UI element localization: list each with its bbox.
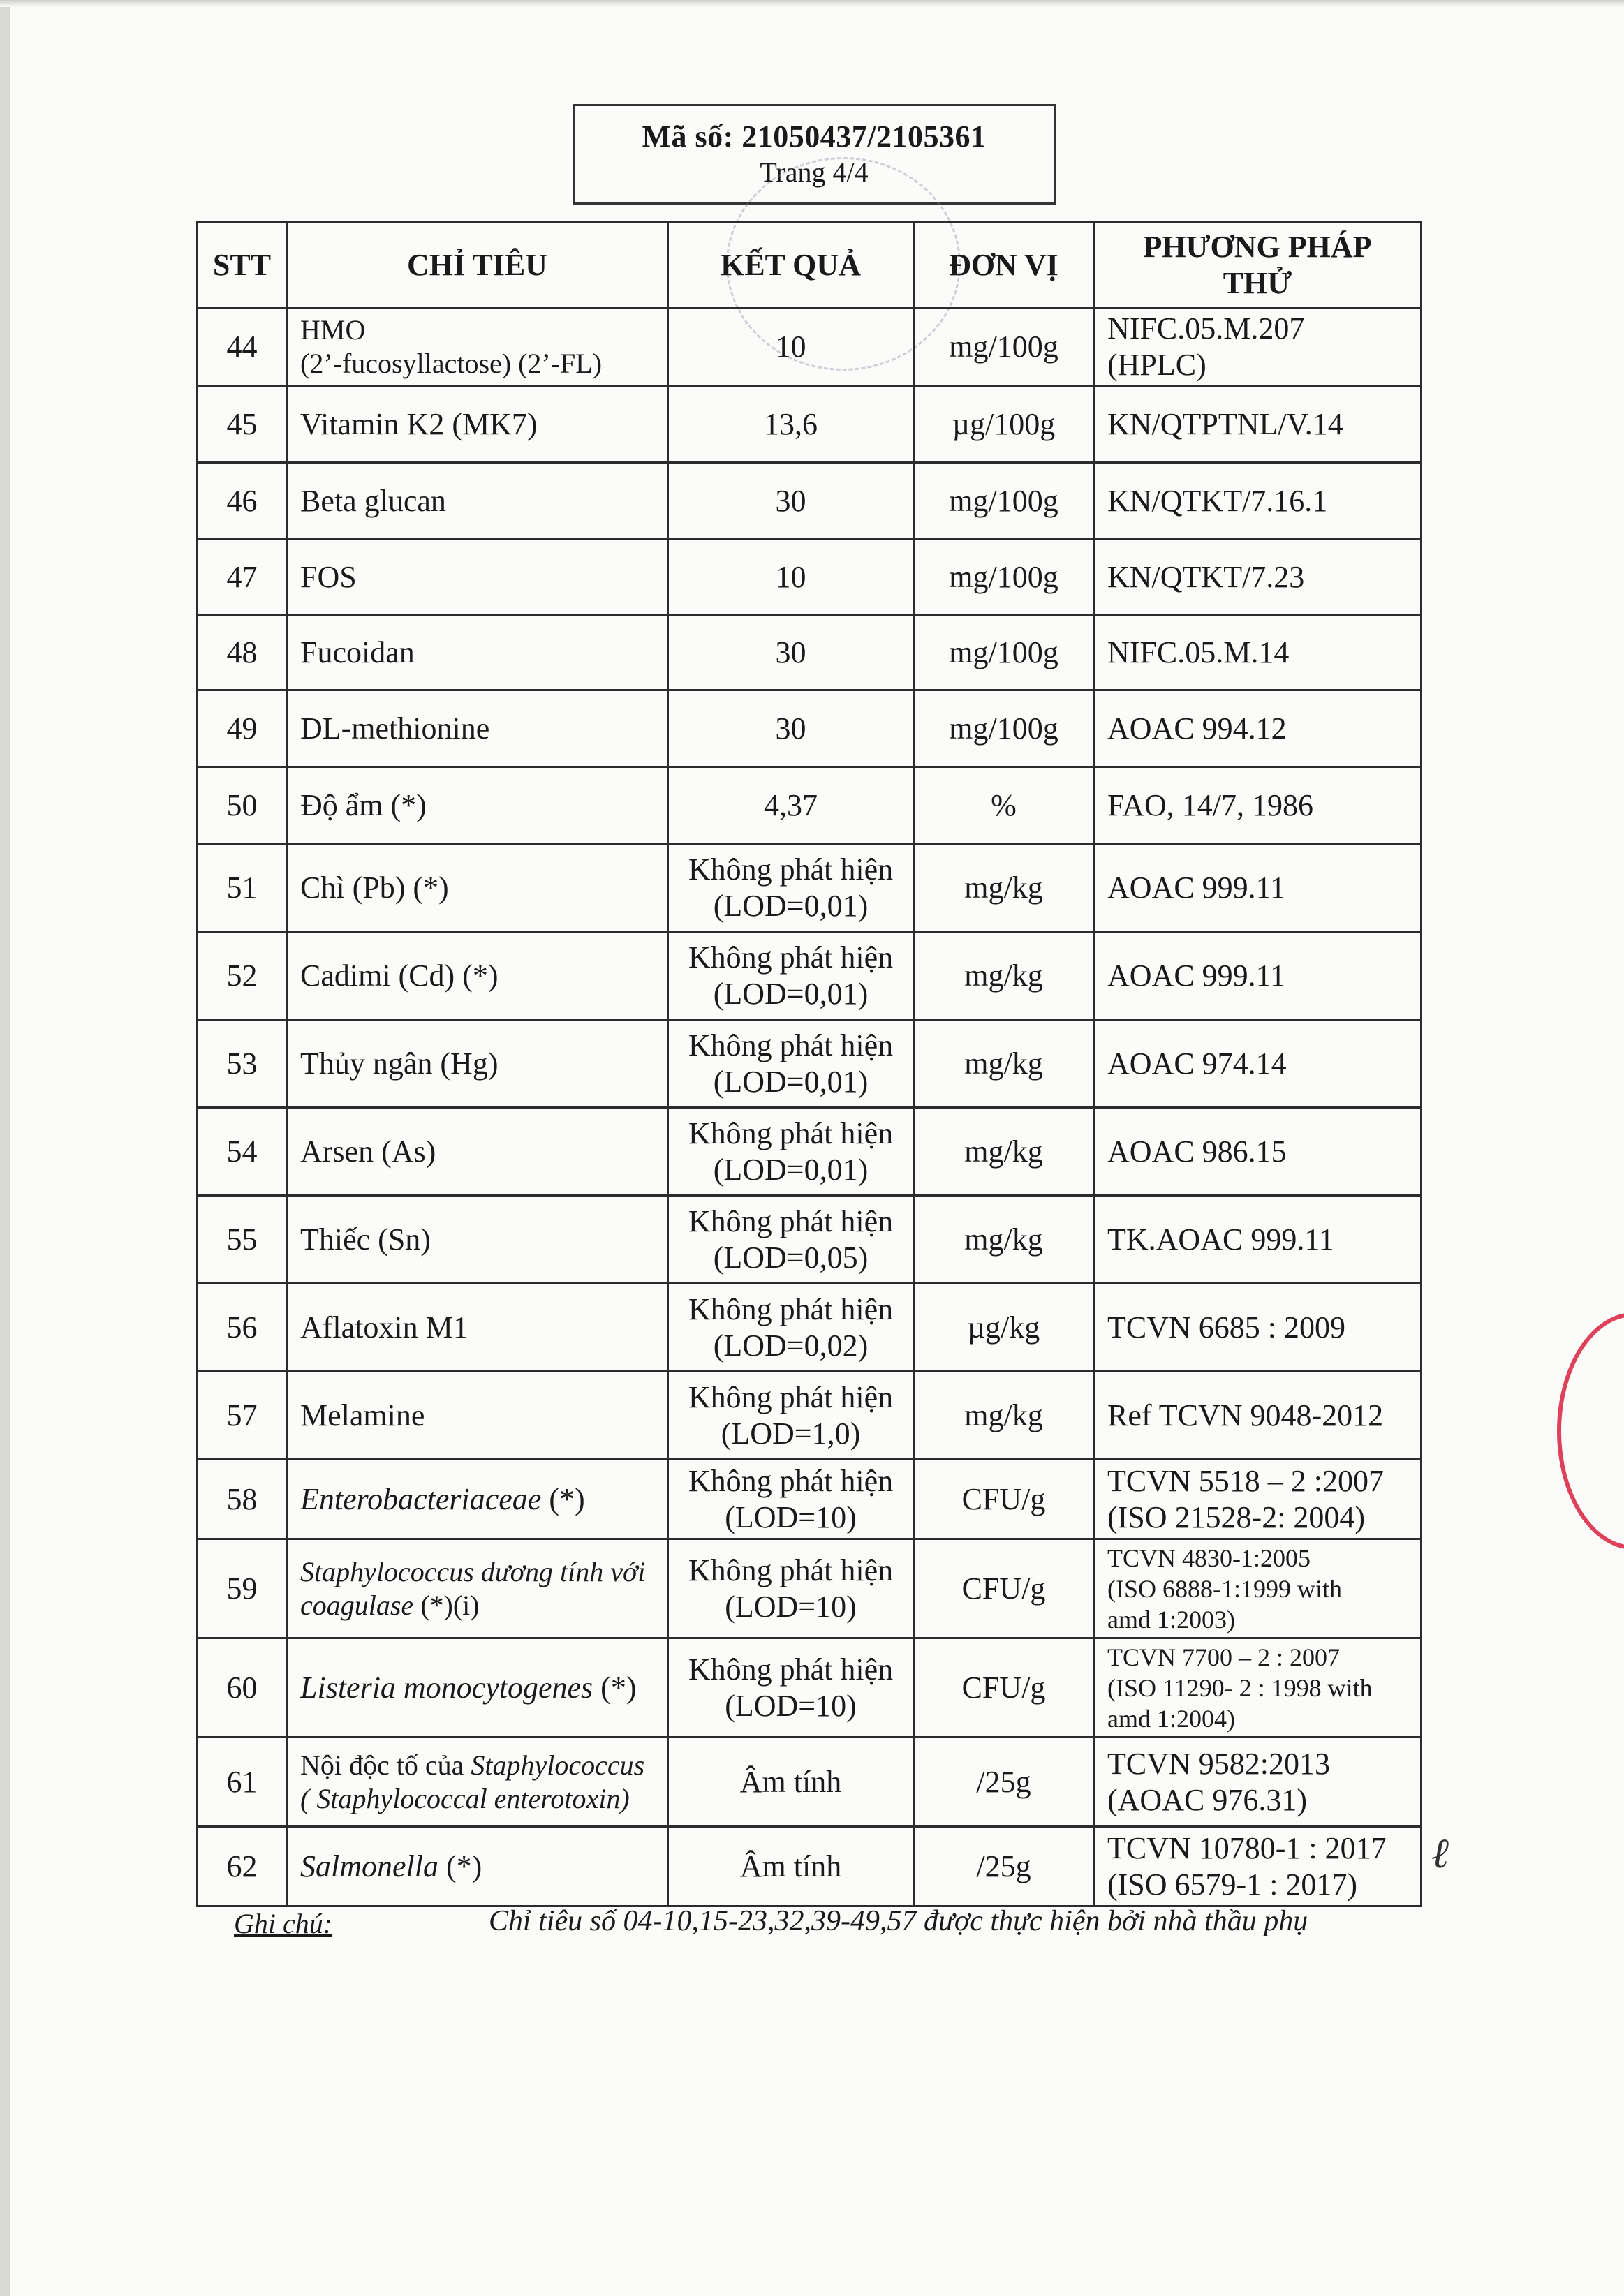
row-stt: 45 <box>198 386 287 463</box>
row-unit: /25g <box>914 1738 1094 1827</box>
row-unit: mg/kg <box>914 844 1094 932</box>
row-criteria: FOS <box>287 540 668 615</box>
method-line: (AOAC 976.31) <box>1107 1782 1307 1817</box>
row-result <box>668 1020 914 1108</box>
result-line: Không phát hiện <box>688 1203 894 1238</box>
method-line: (HPLC) <box>1107 348 1206 382</box>
note-label: Ghi chú: <box>234 1908 333 1939</box>
row-unit: CFU/g <box>914 1638 1094 1738</box>
row-method <box>1094 309 1422 386</box>
result-lod: (LOD=0,05) <box>713 1240 869 1275</box>
row-result: 4,37 <box>668 767 914 844</box>
table-row <box>198 386 1422 463</box>
row-stt: 48 <box>198 615 287 690</box>
row-result: 30 <box>668 463 914 540</box>
method-line: TCVN 5518 – 2 :2007 <box>1107 1463 1384 1498</box>
result-lod: (LOD=0,01) <box>713 888 869 923</box>
row-criteria: Aflatoxin M1 <box>287 1284 668 1372</box>
row-stt: 44 <box>198 309 287 386</box>
initials-signature: ℓ <box>1431 1829 1449 1878</box>
method-line: TCVN 7700 – 2 : 2007 <box>1107 1643 1340 1671</box>
criteria-italic: Salmonella <box>300 1849 438 1883</box>
table-row <box>198 690 1422 767</box>
row-unit: mg/kg <box>914 932 1094 1020</box>
row-criteria <box>287 1460 668 1539</box>
row-stt: 60 <box>198 1638 287 1738</box>
row-stt: 50 <box>198 767 287 844</box>
criteria-italic: Staphylococcus <box>471 1749 645 1781</box>
table-row <box>198 844 1422 932</box>
row-result: Âm tính <box>668 1738 914 1827</box>
row-method: KN/QTKT/7.23 <box>1094 540 1422 615</box>
report-code: Mã số: 21050437/2105361 <box>642 119 987 154</box>
row-method: TK.AOAC 999.11 <box>1094 1196 1422 1284</box>
criteria-suffix: (*) <box>593 1670 637 1705</box>
result-lod: (LOD=0,01) <box>713 976 869 1011</box>
row-result <box>668 1284 914 1372</box>
row-method: AOAC 986.15 <box>1094 1108 1422 1196</box>
table-row <box>198 1827 1422 1906</box>
row-unit: /25g <box>914 1827 1094 1906</box>
table-row <box>198 1738 1422 1827</box>
row-result: 30 <box>668 615 914 690</box>
row-method <box>1094 1638 1422 1738</box>
row-method <box>1094 1539 1422 1638</box>
row-unit: µg/100g <box>914 386 1094 463</box>
criteria-line: (2’-fucosyllactose) (2’-FL) <box>300 348 603 379</box>
row-criteria: Vitamin K2 (MK7) <box>287 386 668 463</box>
note-text: Chỉ tiêu số 04-10,15-23,32,39-49,57 được thực hiện bởi nhà thầu phụ <box>489 1905 1308 1937</box>
row-unit: mg/kg <box>914 1196 1094 1284</box>
criteria-suffix: (*) <box>438 1849 482 1883</box>
row-stt: 62 <box>198 1827 287 1906</box>
result-lod: (LOD=1,0) <box>721 1416 861 1451</box>
criteria-suffix: (*) <box>541 1481 585 1516</box>
red-company-stamp <box>1557 1312 1624 1550</box>
row-unit: mg/kg <box>914 1372 1094 1460</box>
row-unit: mg/100g <box>914 690 1094 767</box>
table-row <box>198 1020 1422 1108</box>
result-lod: (LOD=0,02) <box>713 1328 869 1363</box>
row-criteria: DL-methionine <box>287 690 668 767</box>
row-result <box>668 1196 914 1284</box>
row-result: 10 <box>668 309 914 386</box>
row-stt: 58 <box>198 1460 287 1539</box>
method-line: (ISO 6579-1 : 2017) <box>1107 1867 1358 1902</box>
row-result <box>668 1638 914 1738</box>
result-lod: (LOD=0,01) <box>713 1064 869 1099</box>
criteria-suffix: (*)(i) <box>413 1589 480 1621</box>
table-header-row <box>198 222 1422 309</box>
row-result <box>668 1372 914 1460</box>
method-line: NIFC.05.M.207 <box>1107 311 1305 346</box>
table-row <box>198 1460 1422 1539</box>
method-line: (ISO 21528-2: 2004) <box>1107 1499 1366 1534</box>
row-result: 13,6 <box>668 386 914 463</box>
row-result <box>668 1460 914 1539</box>
result-lod: (LOD=10) <box>725 1499 857 1534</box>
row-method: FAO, 14/7, 1986 <box>1094 767 1422 844</box>
result-line: Không phát hiện <box>688 1553 894 1587</box>
row-stt: 61 <box>198 1738 287 1827</box>
table-row <box>198 309 1422 386</box>
column-header-stt: STT <box>198 222 287 309</box>
method-line: (ISO 11290- 2 : 1998 with <box>1107 1673 1373 1702</box>
row-method <box>1094 1738 1422 1827</box>
result-line: Không phát hiện <box>688 852 894 887</box>
criteria-line: ( Staphylococcal enterotoxin) <box>300 1782 630 1814</box>
result-line: Không phát hiện <box>688 1116 894 1150</box>
row-result <box>668 1539 914 1638</box>
page-number: Trang 4/4 <box>760 156 869 188</box>
row-criteria: Độ ẩm (*) <box>287 767 668 844</box>
row-method <box>1094 1827 1422 1906</box>
row-unit: µg/kg <box>914 1284 1094 1372</box>
criteria-italic: Staphylococcus dương tính với coagulase <box>300 1555 646 1621</box>
results-table <box>196 221 1422 1907</box>
row-stt: 51 <box>198 844 287 932</box>
method-line: amd 1:2004) <box>1107 1704 1235 1733</box>
row-stt: 54 <box>198 1108 287 1196</box>
table-row <box>198 1372 1422 1460</box>
row-stt: 57 <box>198 1372 287 1460</box>
row-criteria <box>287 1539 668 1638</box>
method-line: TCVN 4830-1:2005 <box>1107 1543 1311 1572</box>
row-method <box>1094 1460 1422 1539</box>
row-unit: mg/kg <box>914 1108 1094 1196</box>
result-lod: (LOD=10) <box>725 1688 857 1723</box>
method-line: TCVN 10780-1 : 2017 <box>1107 1830 1387 1865</box>
table-row <box>198 1638 1422 1738</box>
row-result: Âm tính <box>668 1827 914 1906</box>
row-stt: 55 <box>198 1196 287 1284</box>
row-criteria <box>287 1827 668 1906</box>
table-row <box>198 615 1422 690</box>
row-unit: mg/100g <box>914 309 1094 386</box>
scan-edge <box>0 0 10 2296</box>
criteria-line: HMO <box>300 314 366 346</box>
row-unit: % <box>914 767 1094 844</box>
row-stt: 46 <box>198 463 287 540</box>
row-criteria: Chì (Pb) (*) <box>287 844 668 932</box>
criteria-italic: Listeria monocytogenes <box>300 1670 593 1705</box>
criteria-prefix: Nội độc tố của <box>300 1749 471 1781</box>
row-method: NIFC.05.M.14 <box>1094 615 1422 690</box>
row-method: Ref TCVN 9048-2012 <box>1094 1372 1422 1460</box>
row-method: AOAC 999.11 <box>1094 932 1422 1020</box>
table-row <box>198 1284 1422 1372</box>
criteria-italic: Enterobacteriaceae <box>300 1481 542 1516</box>
row-criteria: Beta glucan <box>287 463 668 540</box>
method-line: TCVN 9582:2013 <box>1107 1746 1330 1781</box>
row-stt: 49 <box>198 690 287 767</box>
row-unit: mg/100g <box>914 615 1094 690</box>
row-method: AOAC 999.11 <box>1094 844 1422 932</box>
table-row <box>198 767 1422 844</box>
result-line: Không phát hiện <box>688 1028 894 1062</box>
result-lod: (LOD=0,01) <box>713 1152 869 1187</box>
row-unit: mg/100g <box>914 540 1094 615</box>
table-row <box>198 540 1422 615</box>
column-header-unit: ĐƠN VỊ <box>914 222 1094 309</box>
column-header-result: KẾT QUẢ <box>668 222 914 309</box>
column-header-criteria: CHỈ TIÊU <box>287 222 668 309</box>
row-criteria: Cadimi (Cd) (*) <box>287 932 668 1020</box>
row-result <box>668 932 914 1020</box>
result-line: Không phát hiện <box>688 940 894 975</box>
row-criteria: Thiếc (Sn) <box>287 1196 668 1284</box>
result-line: Không phát hiện <box>688 1379 894 1414</box>
result-line: Không phát hiện <box>688 1463 894 1498</box>
row-stt: 47 <box>198 540 287 615</box>
criteria-line <box>300 1749 654 1782</box>
result-line: Không phát hiện <box>688 1652 894 1687</box>
row-method: AOAC 994.12 <box>1094 690 1422 767</box>
result-line: Không phát hiện <box>688 1291 894 1326</box>
row-method: AOAC 974.14 <box>1094 1020 1422 1108</box>
row-result: 10 <box>668 540 914 615</box>
row-criteria: Melamine <box>287 1372 668 1460</box>
report-code-box <box>573 104 1056 205</box>
row-result <box>668 844 914 932</box>
scan-edge-top <box>0 0 1624 7</box>
row-stt: 53 <box>198 1020 287 1108</box>
row-criteria: Fucoidan <box>287 615 668 690</box>
row-stt: 56 <box>198 1284 287 1372</box>
row-result: 30 <box>668 690 914 767</box>
row-method: KN/QTPTNL/V.14 <box>1094 386 1422 463</box>
table-row <box>198 463 1422 540</box>
row-stt: 52 <box>198 932 287 1020</box>
row-method: TCVN 6685 : 2009 <box>1094 1284 1422 1372</box>
row-stt: 59 <box>198 1539 287 1638</box>
row-result <box>668 1108 914 1196</box>
row-criteria <box>287 1738 668 1827</box>
row-criteria: Thủy ngân (Hg) <box>287 1020 668 1108</box>
row-unit: mg/100g <box>914 463 1094 540</box>
row-criteria: Arsen (As) <box>287 1108 668 1196</box>
column-header-method: PHƯƠNG PHÁP THỬ <box>1094 222 1422 309</box>
method-line: (ISO 6888-1:1999 with <box>1107 1574 1342 1603</box>
row-unit: mg/kg <box>914 1020 1094 1108</box>
row-unit: CFU/g <box>914 1539 1094 1638</box>
table-row <box>198 1108 1422 1196</box>
row-unit: CFU/g <box>914 1460 1094 1539</box>
result-lod: (LOD=10) <box>725 1589 857 1624</box>
row-method: KN/QTKT/7.16.1 <box>1094 463 1422 540</box>
table-row <box>198 1539 1422 1638</box>
row-criteria <box>287 1638 668 1738</box>
row-criteria <box>287 309 668 386</box>
method-line: amd 1:2003) <box>1107 1605 1235 1634</box>
table-row <box>198 1196 1422 1284</box>
table-row <box>198 932 1422 1020</box>
